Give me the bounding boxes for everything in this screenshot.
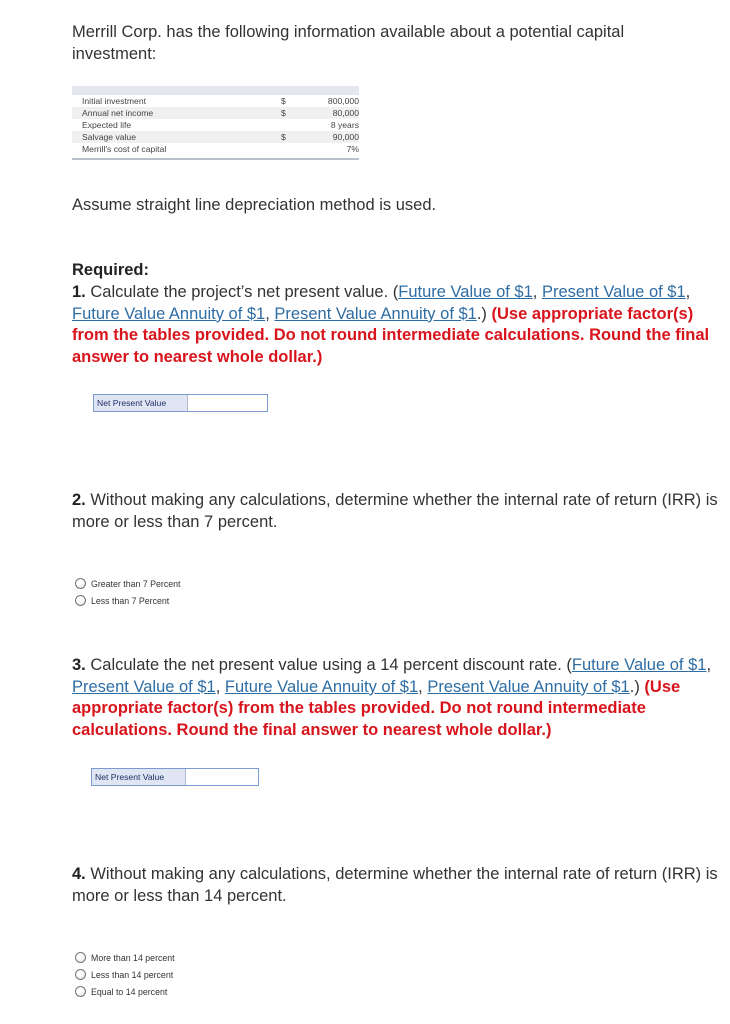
q1-text: Calculate the project’s net present value. ( (90, 283, 399, 301)
separator: .) (476, 304, 492, 323)
row-currency: $ (281, 108, 286, 118)
q3-instruction: (Use appropriate factor(s) from the tables provided. Do not round intermediate calculations. Round the final answer to nearest whole dollar.) (72, 677, 681, 739)
link-future-value-annuity-1[interactable]: Future Value Annuity of $1 (72, 304, 266, 323)
row-label: Annual net income (82, 108, 154, 118)
q2-option-less[interactable] (75, 593, 169, 608)
row-value: 800,000 (327, 96, 359, 106)
link-present-value-1[interactable]: Present Value of $1 (72, 677, 216, 696)
separator: , (706, 656, 712, 674)
separator: .) (629, 677, 645, 696)
q1-instruction: (Use appropriate factor(s) from the tables provided. Do not round intermediate calculations. Round the final answer to nearest whole dollar.) (72, 304, 710, 366)
q4-number: 4. (72, 865, 86, 883)
row-label: Initial investment (82, 96, 147, 106)
q2-text: Without making any calculations, determine whether the internal rate of return (IRR) is more or less than 7 percent. (72, 491, 718, 531)
radio-icon[interactable] (75, 578, 86, 589)
row-label: Salvage value (82, 132, 136, 142)
table-row (72, 95, 359, 107)
q3-answer-row (91, 768, 259, 786)
q4-option-equal[interactable] (75, 984, 167, 999)
option-label: Less than 14 percent (91, 969, 174, 980)
question-1 (72, 282, 720, 368)
row-value: 90,000 (332, 132, 359, 142)
radio-icon[interactable] (75, 595, 86, 606)
table-row (72, 131, 359, 143)
link-present-value-1[interactable]: Present Value of $1 (541, 283, 686, 301)
q4-option-less[interactable] (75, 967, 173, 982)
row-label: Expected life (82, 120, 132, 130)
row-value: 8 years (330, 120, 359, 130)
option-label: Greater than 7 Percent (91, 578, 181, 589)
table-row (72, 107, 359, 119)
question-4 (72, 864, 720, 907)
table-row (72, 119, 359, 131)
radio-icon[interactable] (75, 952, 86, 963)
q2-option-greater[interactable] (75, 576, 181, 591)
q1-answer-row (93, 394, 268, 412)
assumption-text: Assume straight line depreciation method is used. (72, 196, 437, 214)
separator: , (418, 677, 428, 696)
q1-number: 1. (72, 283, 86, 301)
q3-number: 3. (72, 656, 86, 674)
link-future-value-annuity-1[interactable]: Future Value Annuity of $1 (224, 677, 419, 696)
info-table-footer (72, 155, 359, 160)
required-heading: Required: (72, 261, 150, 279)
row-currency: $ (281, 96, 286, 106)
row-value: 7% (346, 144, 359, 154)
option-label: More than 14 percent (91, 952, 175, 963)
separator: , (215, 677, 225, 696)
q1-answer-label: Net Present Value (94, 395, 188, 411)
row-currency: $ (281, 132, 286, 142)
separator: , (685, 283, 691, 301)
link-present-value-annuity-1[interactable]: Present Value Annuity of $1 (274, 304, 477, 323)
link-present-value-annuity-1[interactable]: Present Value Annuity of $1 (427, 677, 630, 696)
info-table-header (72, 86, 359, 95)
question-2 (72, 490, 720, 533)
q2-number: 2. (72, 491, 86, 509)
link-future-value-1[interactable]: Future Value of $1 (571, 656, 707, 674)
link-future-value-1[interactable]: Future Value of $1 (398, 283, 533, 301)
q4-text: Without making any calculations, determine whether the internal rate of return (IRR) is more or less than 14 percent. (72, 865, 718, 905)
info-table (72, 86, 359, 160)
q4-option-more[interactable] (75, 950, 175, 965)
row-label: Merrill's cost of capital (82, 144, 167, 154)
option-label: Less than 7 Percent (91, 595, 170, 606)
intro-text: Merrill Corp. has the following information available about a potential capital investment: (72, 23, 625, 63)
q1-npv-input[interactable] (188, 395, 267, 411)
radio-icon[interactable] (75, 986, 86, 997)
separator: , (265, 304, 275, 323)
option-label: Equal to 14 percent (91, 986, 168, 997)
q3-npv-input[interactable] (186, 769, 258, 785)
row-value: 80,000 (332, 108, 359, 118)
radio-icon[interactable] (75, 969, 86, 980)
q3-answer-label: Net Present Value (92, 769, 186, 785)
table-row (72, 143, 359, 155)
separator: , (532, 283, 542, 301)
q3-text: Calculate the net present value using a 14 percent discount rate. ( (90, 656, 572, 674)
question-3 (72, 655, 720, 741)
